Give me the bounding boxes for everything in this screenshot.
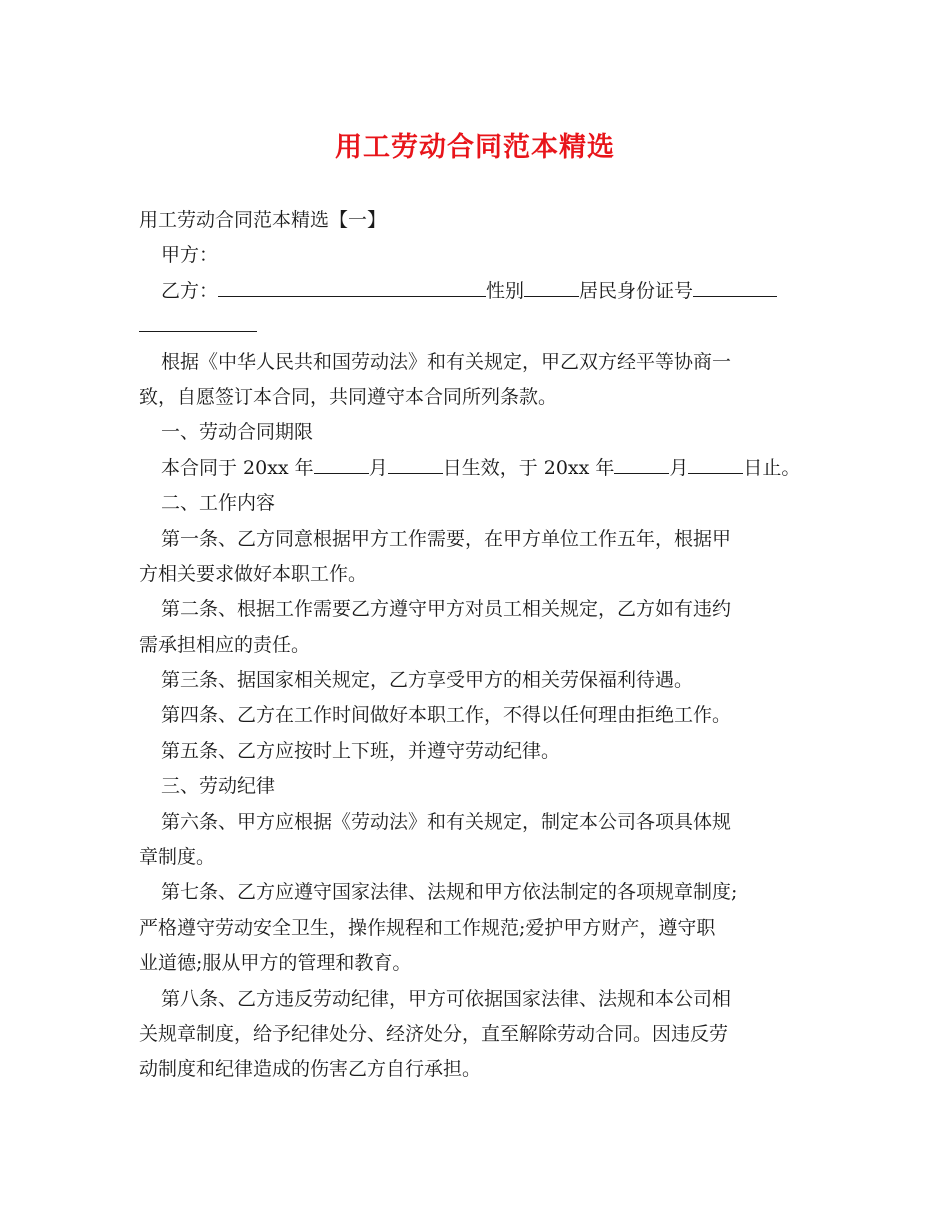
id-number-blank-continued: [139, 309, 819, 344]
article-3: 第三条、据国家相关规定，乙方享受甲方的相关劳保福利待遇。: [161, 669, 694, 692]
term-start-year: 本合同于 20xx 年: [161, 456, 314, 479]
article-8-line-3: 动制度和纪律造成的伤害乙方自行承担。: [139, 1058, 482, 1081]
article-2-line-1: 第二条、根据工作需要乙方遵守甲方对员工相关规定，乙方如有违约: [161, 598, 732, 621]
contract-term-line: [139, 451, 819, 486]
id-number-label: 居民身份证号: [579, 279, 694, 302]
section-heading: 用工劳动合同范本精选【一】: [139, 209, 387, 231]
term-start-month: 月: [368, 456, 388, 479]
article-7-line-2: 严格遵守劳动安全卫生，操作规程和工作规范;爱护甲方财产，遵守职: [139, 916, 716, 939]
heading-work-content: 二、工作内容: [161, 492, 276, 515]
id-number-blank-cont: [139, 311, 257, 332]
preamble-line-2: 致，自愿签订本合同，共同遵守本合同所列条款。: [139, 385, 558, 408]
article-4: 第四条、乙方在工作时间做好本职工作，不得以任何理由拒绝工作。: [161, 704, 732, 727]
party-b-label: 乙方：: [161, 279, 219, 302]
article-6-line-2: 章制度。: [139, 846, 216, 869]
heading-labor-discipline: 三、劳动纪律: [161, 775, 276, 798]
article-2-line-2: 需承担相应的责任。: [139, 633, 311, 656]
term-end-month: 月: [669, 456, 689, 479]
article-8-line-2: 关规章制度，给予纪律处分、经济处分，直至解除劳动合同。因违反劳: [139, 1022, 729, 1045]
article-1-line-2: 方相关要求做好本职工作。: [139, 562, 368, 585]
article-5: 第五条、乙方应按时上下班，并遵守劳动纪律。: [161, 739, 561, 762]
document-body: [139, 203, 819, 1088]
party-a-line: 甲方：: [161, 244, 219, 267]
term-end-day: 日止。: [743, 456, 801, 479]
gender-label: 性别: [486, 279, 525, 302]
party-b-name-blank: [218, 276, 486, 297]
heading-contract-term: 一、劳动合同期限: [161, 421, 314, 444]
end-month-blank: [614, 453, 669, 474]
article-6-line-1: 第六条、甲方应根据《劳动法》和有关规定，制定本公司各项具体规: [161, 810, 732, 833]
start-day-blank: [388, 453, 443, 474]
party-b-line: [139, 274, 819, 309]
article-7-line-3: 业道德;服从甲方的管理和教育。: [139, 952, 412, 975]
article-8-line-1: 第八条、乙方违反劳动纪律，甲方可依据国家法律、法规和本公司相: [161, 987, 732, 1010]
end-day-blank: [688, 453, 743, 474]
gender-blank: [524, 276, 579, 297]
term-end-year: 日生效，于 20xx 年: [442, 456, 615, 479]
start-month-blank: [314, 453, 369, 474]
document-title: 用工劳动合同范本精选: [335, 132, 615, 163]
preamble-line-1: 根据《中华人民共和国劳动法》和有关规定，甲乙双方经平等协商一: [161, 350, 732, 373]
article-7-line-1: 第七条、乙方应遵守国家法律、法规和甲方依法制定的各项规章制度;: [161, 881, 738, 904]
id-number-blank: [693, 276, 777, 297]
article-1-line-1: 第一条、乙方同意根据甲方工作需要，在甲方单位工作五年，根据甲: [161, 527, 732, 550]
